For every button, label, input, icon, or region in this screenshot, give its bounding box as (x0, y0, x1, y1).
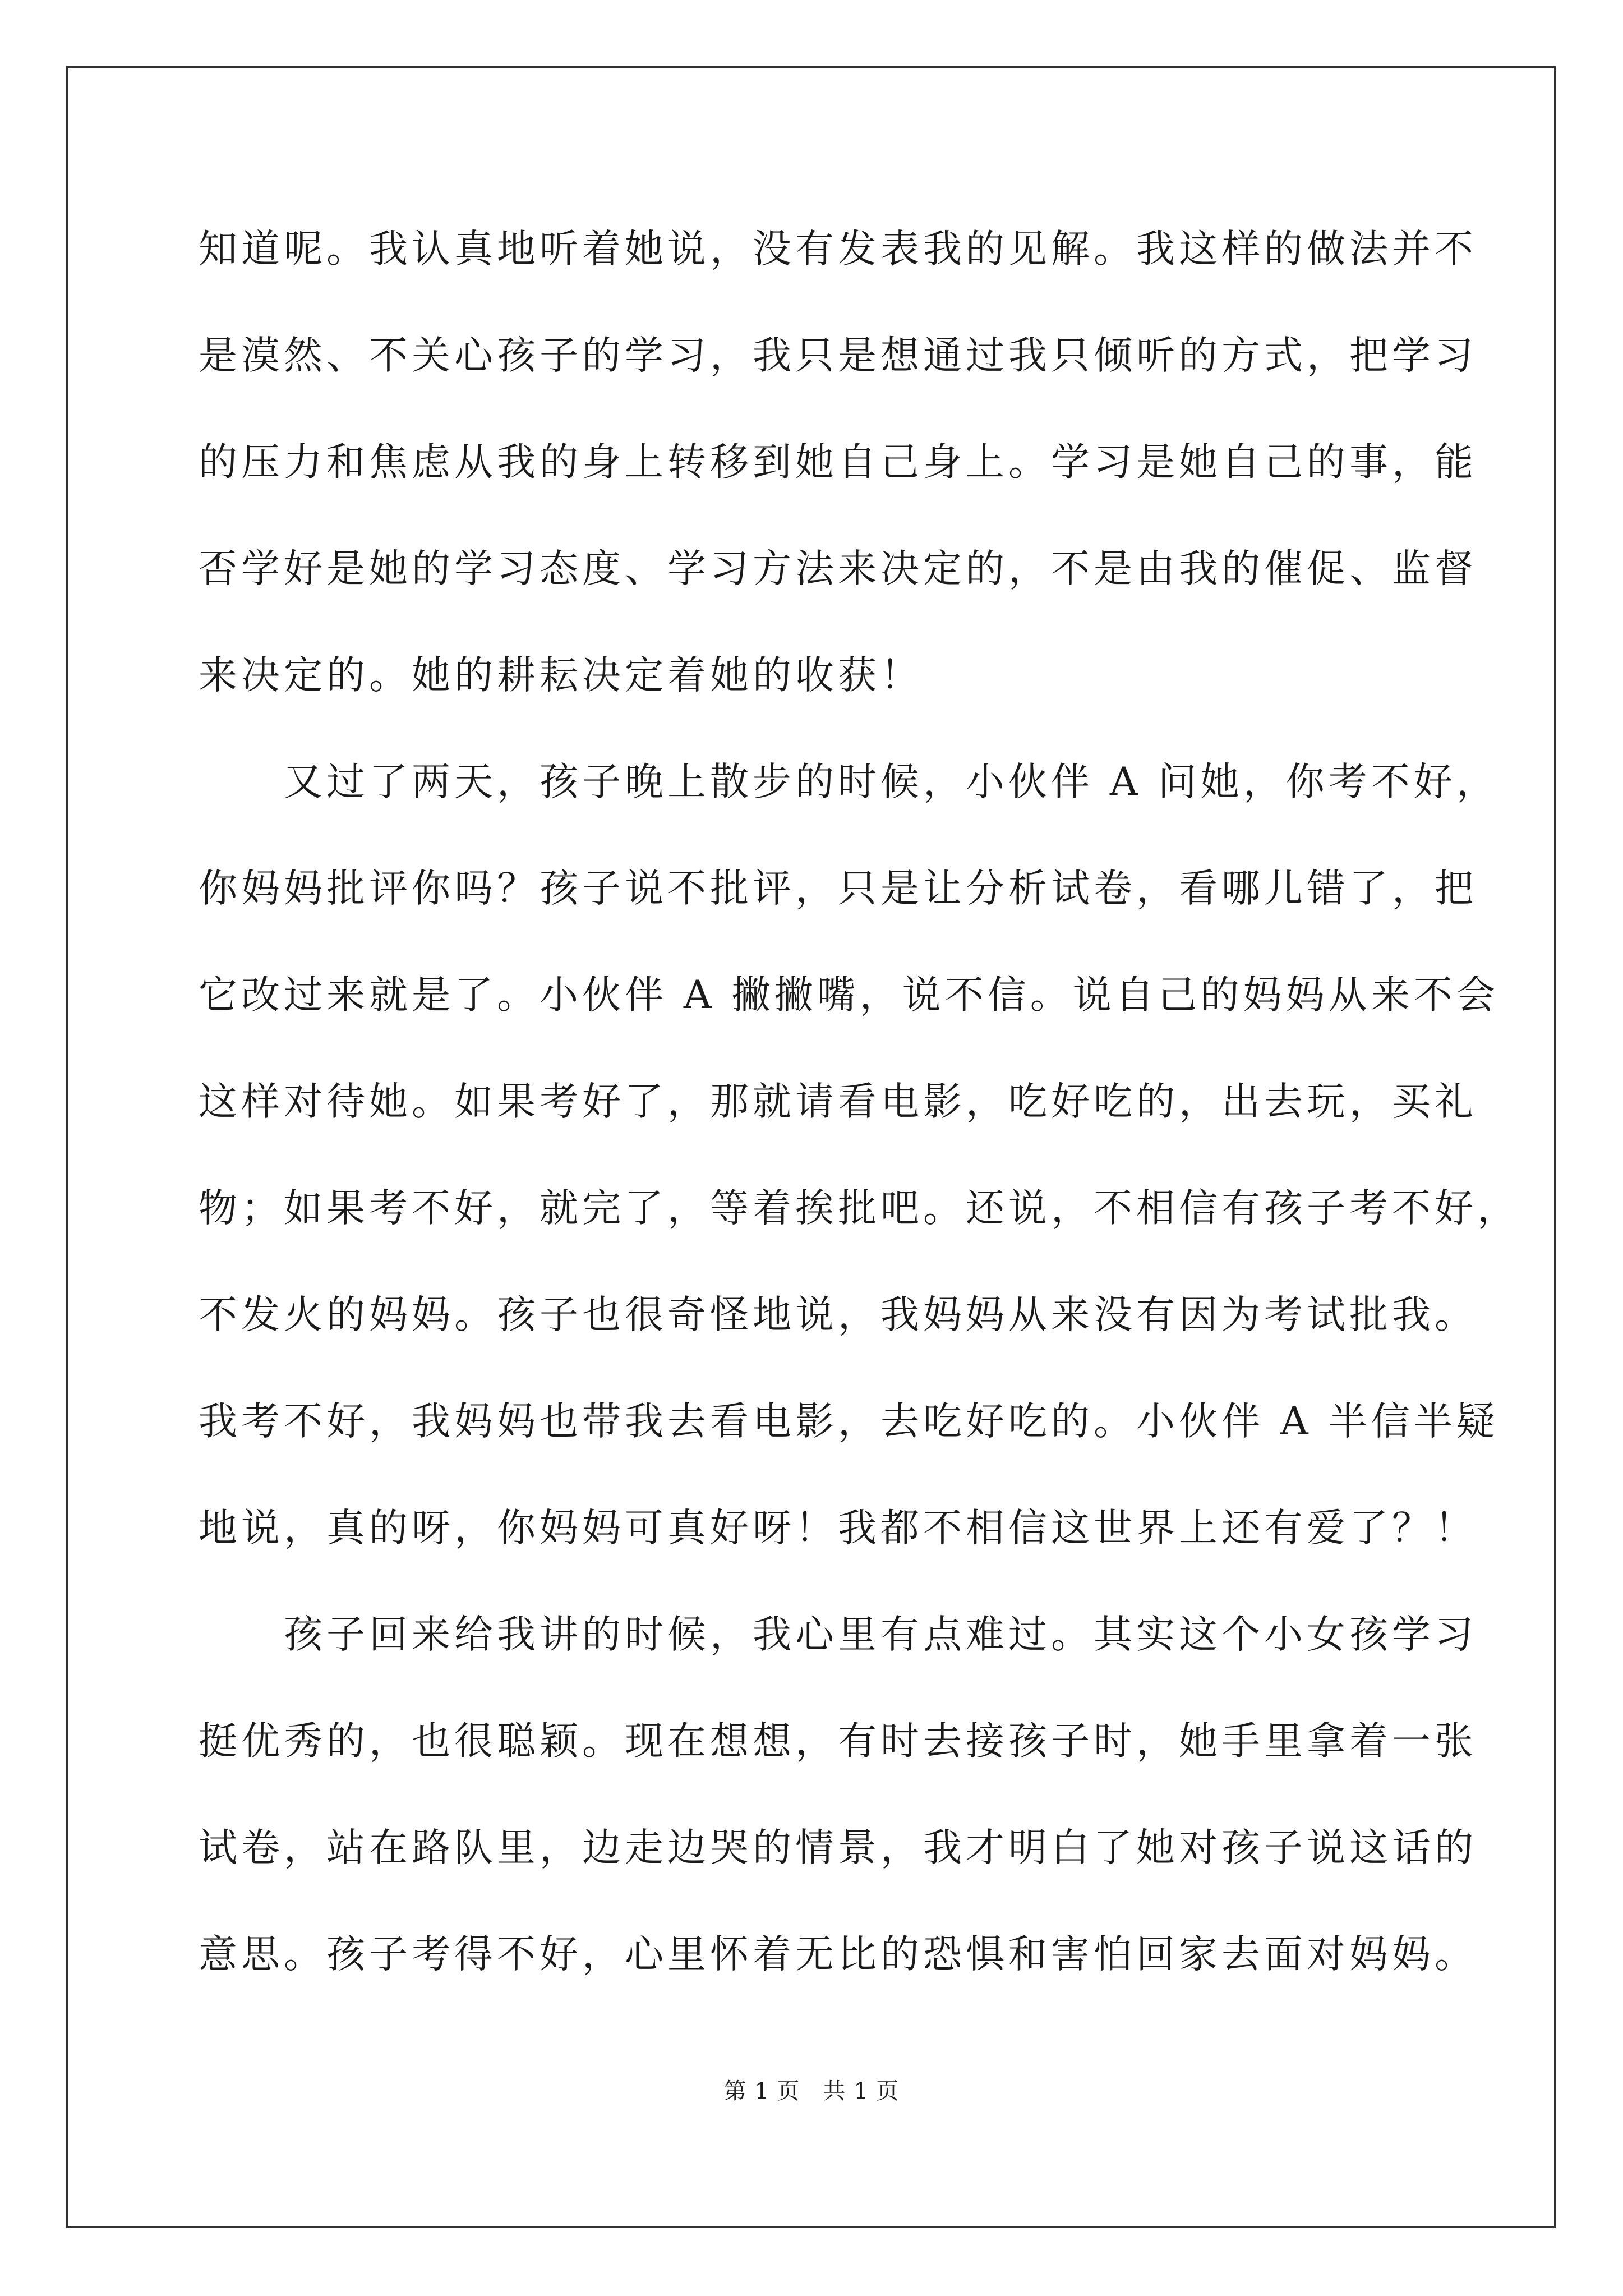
text-line: 否学好是她的学习态度、学习方法来决定的，不是由我的催促、监督 (199, 546, 1477, 591)
text-line: 意思。孩子考得不好，心里怀着无比的恐惧和害怕回家去面对妈妈。 (199, 1932, 1477, 1977)
text-line: 知道呢。我认真地听着她说，没有发表我的见解。我这样的做法并不 (199, 227, 1477, 272)
text-line: 来决定的。她的耕耘决定着她的收获！ (199, 653, 923, 698)
text-line: 你妈妈批评你吗？孩子说不批评，只是让分析试卷，看哪儿错了，把 (199, 866, 1477, 911)
text-line: 挺优秀的，也很聪颖。现在想想，有时去接孩子时，她手里拿着一张 (199, 1719, 1477, 1764)
text-line: 孩子回来给我讲的时候，我心里有点难过。其实这个小女孩学习 (199, 1612, 1477, 1657)
text-line: 物；如果考不好，就完了，等着挨批吧。还说，不相信有孩子考不好， (199, 1186, 1520, 1231)
text-line: 又过了两天，孩子晚上散步的时候，小伙伴 A 问她，你考不好， (199, 760, 1499, 804)
text-line: 是漠然、不关心孩子的学习，我只是想通过我只倾听的方式，把学习 (199, 333, 1477, 378)
text-line: 这样对待她。如果考好了，那就请看电影，吃好吃的，出去玩，买礼 (199, 1079, 1477, 1124)
text-line: 地说，真的呀，你妈妈可真好呀！我都不相信这世界上还有爱了？！ (199, 1506, 1477, 1550)
text-line: 我考不好，我妈妈也带我去看电影，去吃好吃的。小伙伴 A 半信半疑 (199, 1399, 1499, 1444)
text-line: 它改过来就是了。小伙伴 A 撇撇嘴，说不信。说自己的妈妈从来不会 (199, 973, 1499, 1018)
page-footer: 第 1 页 共 1 页 (723, 2078, 900, 2104)
page-frame (66, 66, 1556, 2228)
text-line: 不发火的妈妈。孩子也很奇怪地说，我妈妈从来没有因为考试批我。 (199, 1292, 1477, 1337)
text-line: 的压力和焦虑从我的身上转移到她自己身上。学习是她自己的事，能 (199, 440, 1477, 485)
text-line: 试卷，站在路队里，边走边哭的情景，我才明白了她对孩子说这话的 (199, 1825, 1477, 1870)
